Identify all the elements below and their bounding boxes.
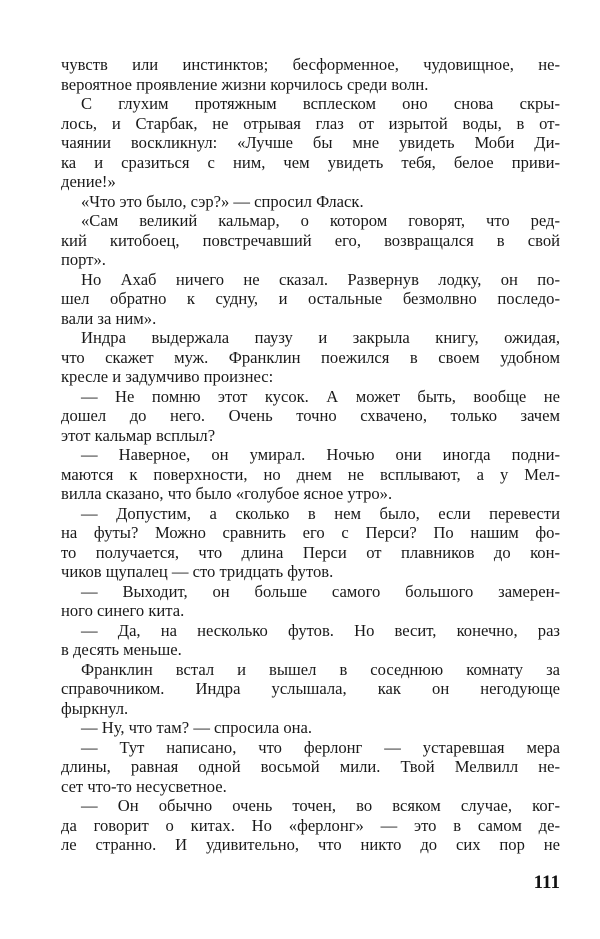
text-line: фыркнул.	[61, 698, 129, 718]
text-line: «Сам великий кальмар, о котором говорят, что ред-	[81, 211, 560, 230]
text-line: сет что-то несусветное.	[61, 776, 227, 796]
text-line: лось, и Старбак, не отрывая глаз от изрытой воды, в от-	[61, 113, 560, 133]
page-number: 111	[533, 872, 560, 893]
text-line: кресле и задумчиво произнес:	[61, 367, 274, 386]
text-line: дение!»	[61, 172, 116, 191]
text-line: да говорит о китах. Но «ферлонг» — это в самом де-	[61, 815, 560, 835]
text-line: Но Ахаб ничего не сказал. Развернув лодку, он по-	[81, 269, 560, 289]
text-line: маются к поверхности, но днем не всплывают, а у Мел-	[61, 464, 560, 484]
text-line: на футы? Можно сравнить его с Перси? По нашим фо-	[61, 523, 560, 542]
text-line: порт».	[61, 250, 106, 269]
text-line: — Выходит, он больше самого большого замерен-	[81, 581, 560, 601]
text-line: вали за ним».	[61, 308, 157, 328]
text-line: дошел до него. Очень точно схвачено, только зачем	[61, 406, 560, 425]
text-line: — Тут написано, что ферлонг — устаревшая мера	[81, 737, 560, 757]
text-line: ного синего кита.	[61, 601, 185, 620]
text-line: чиков щупалец — сто тридцать футов.	[61, 562, 334, 581]
text-line: что скажет муж. Франклин поежился в своем удобном	[61, 347, 560, 367]
text-line: Индра выдержала паузу и закрыла книгу, ожидая,	[81, 328, 560, 347]
text-line: — Наверное, он умирал. Ночью они иногда подни-	[81, 445, 560, 464]
text-line: чаянии воскликнул: «Лучше бы мне увидеть Моби Ди-	[61, 133, 560, 152]
text-line: — Он обычно очень точен, во всяком случае, ког-	[81, 796, 560, 815]
text-line: чувств или инстинктов; бесформенное, чудовищное, не-	[61, 55, 560, 74]
text-line: «Что это было, сэр?» — спросил Фласк.	[81, 191, 364, 211]
text-line: то получается, что длина Перси от плавников до кон-	[61, 542, 560, 562]
text-line: вилла сказано, что было «голубое ясное утро».	[61, 484, 393, 503]
text-line: вероятное проявление жизни корчилось среди волн.	[61, 74, 429, 94]
text-line: ле странно. И удивительно, что никто до сих пор не	[61, 835, 560, 854]
text-line: этот кальмар всплыл?	[61, 425, 216, 445]
text-line: Франклин встал и вышел в соседнюю комнату за	[81, 659, 560, 679]
text-line: кий китобоец, повстречавший его, возвращался в свой	[61, 230, 560, 250]
text-line: справочником. Индра услышала, как он негодующе	[61, 679, 560, 698]
text-line: длины, равная одной восьмой мили. Твой Мелвилл не-	[61, 757, 560, 776]
book-page-text	[61, 55, 560, 855]
text-line: С глухим протяжным всплеском оно снова скры-	[81, 94, 560, 113]
text-line: в десять меньше.	[61, 640, 182, 659]
text-line: — Ну, что там? — спросила она.	[81, 718, 313, 737]
text-line: ка и сразиться с ним, чем увидеть тебя, белое приви-	[61, 152, 560, 172]
text-line: — Да, на несколько футов. Но весит, конечно, раз	[81, 620, 560, 640]
text-line: шел обратно к судну, и остальные безмолвно последо-	[61, 289, 560, 308]
text-line: — Не помню этот кусок. А может быть, вообще не	[81, 386, 560, 406]
text-line: — Допустим, а сколько в нем было, если перевести	[81, 503, 560, 523]
